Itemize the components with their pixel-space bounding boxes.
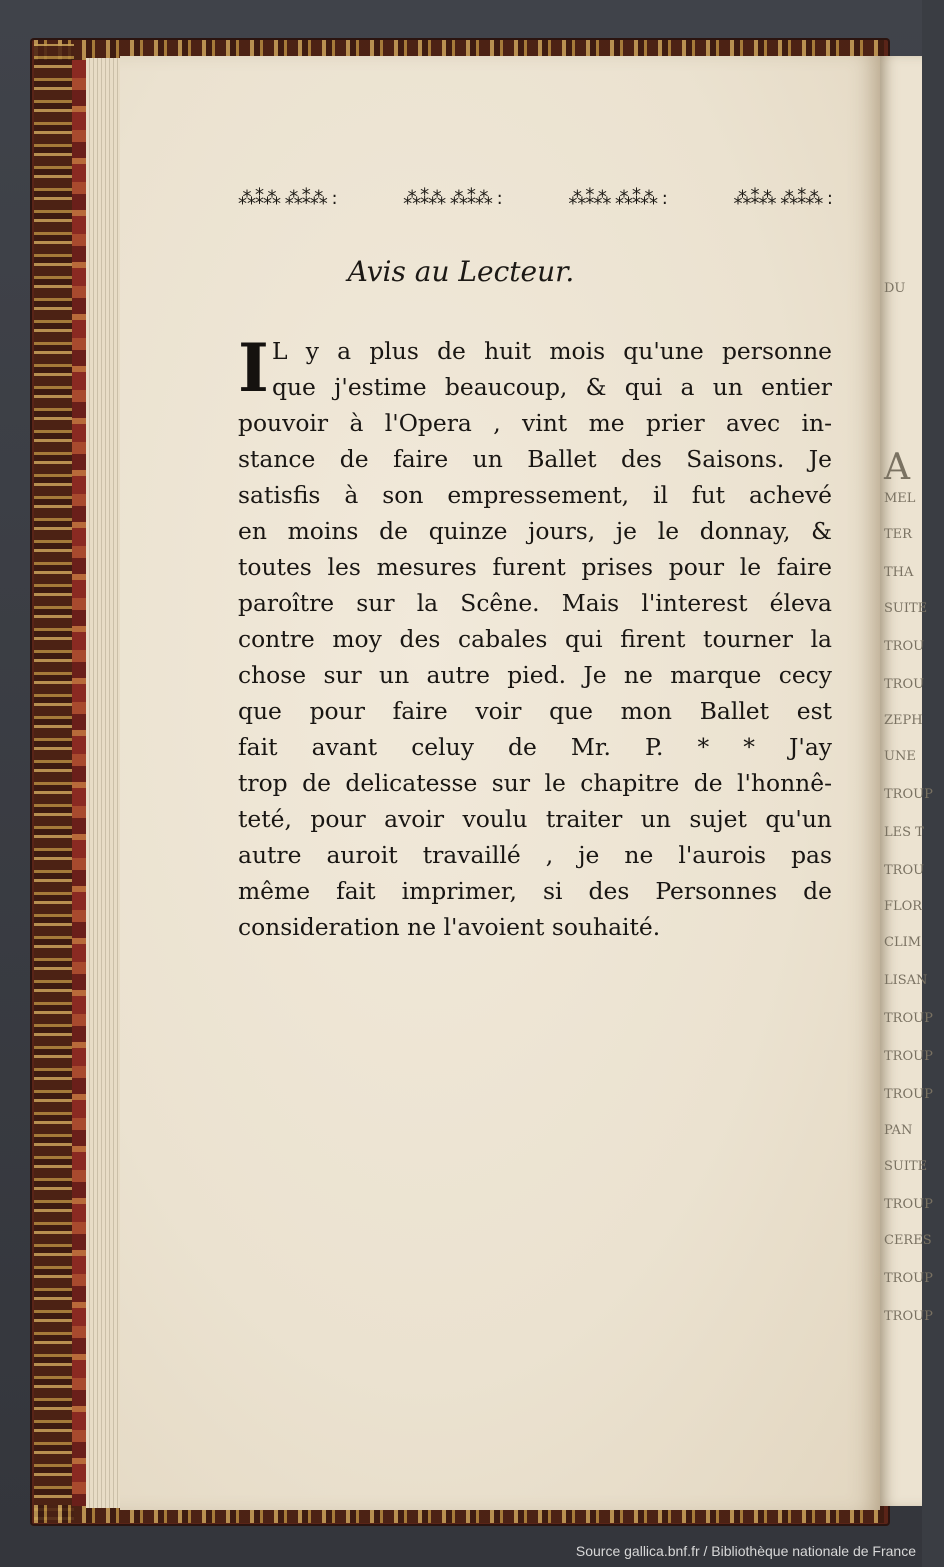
facing-page-fragment: MEL [884, 491, 916, 506]
facing-page-fragment: TROUP [884, 1049, 933, 1064]
facing-page-fragment: TROUP [884, 1011, 933, 1026]
facing-page-fragment: CLIM [884, 935, 922, 950]
facing-page-fragment: TROU [884, 639, 925, 654]
text-line: chose sur un autre pied. Je ne marque cecy [238, 661, 832, 689]
text-line: que j'estime beaucoup, & qui a un entier [272, 373, 832, 401]
facing-page-fragment: FLOR [884, 899, 923, 914]
facing-page-fragment: LISAN [884, 973, 928, 988]
facing-page-fragment: TROUP [884, 787, 933, 802]
facing-page-fragment: CERES [884, 1233, 932, 1248]
facing-page-fragment: SUITE [884, 601, 928, 616]
text-line: fait avant celuy de Mr. P. * * J'ay [238, 733, 832, 761]
facing-page-fragment: A [884, 447, 910, 488]
text-line: toutes les mesures furent prises pour le faire [238, 553, 832, 581]
text-line: teté, pour avoir voulu traiter un sujet qu'un [238, 805, 832, 833]
facing-page-fragment: PAN [884, 1123, 913, 1138]
text-line: même fait imprimer, si des Personnes de [238, 877, 832, 905]
facing-page-fragment: TROU [884, 677, 925, 692]
page-heading: Avis au Lecteur. [347, 255, 575, 288]
text-line: autre auroit travaillé , je ne l'aurois pas [238, 841, 832, 869]
text-line: que pour faire voir que mon Ballet est [238, 697, 832, 725]
ornament-unit: ⁂⁑⁂ ⁂⁑⁂ : [403, 187, 502, 209]
facing-page-fragment: TROUP [884, 1197, 933, 1212]
body-paragraph [238, 329, 832, 945]
facing-page-fragment: TROUP [884, 1309, 933, 1324]
text-line: trop de delicatesse sur le chapitre de l'honnê- [238, 769, 832, 797]
text-line: contre moy des cabales qui firent tourner la [238, 625, 832, 653]
printers-ornament-band [238, 183, 832, 213]
facing-page-fragment: ZEPH [884, 713, 923, 728]
text-line: stance de faire un Ballet des Saisons. Je [238, 445, 832, 473]
source-credit: Source gallica.bnf.fr / Bibliothèque nationale de France [575, 1543, 916, 1559]
facing-page-sliver [880, 56, 933, 1506]
facing-page-fragment: TROUP [884, 1087, 933, 1102]
ornament-unit: ⁂⁑⁂ ⁂⁑⁂ : [568, 187, 667, 209]
ornament-unit: ⁂⁑⁂ ⁂⁑⁂ : [733, 187, 832, 209]
text-line: L y a plus de huit mois qu'une personne [272, 337, 832, 365]
text-line: pouvoir à l'Opera , vint me prier avec in- [238, 409, 832, 437]
facing-page-fragment: SUITE [884, 1159, 928, 1174]
text-line: consideration ne l'avoient souhaité. [238, 913, 661, 941]
facing-page-fragment: DU [884, 281, 906, 296]
facing-page-fragment: TROU [884, 863, 925, 878]
facing-page-fragment: UNE [884, 749, 916, 764]
facing-page-fragment: LES T [884, 825, 924, 840]
drop-capital: I [238, 329, 269, 407]
text-line: satisfis à son empressement, il fut achevé [238, 481, 832, 509]
ornament-unit: ⁂⁑⁂ ⁂⁑⁂ : [238, 187, 337, 209]
text-line: en moins de quinze jours, je le donnay, & [238, 517, 832, 545]
text-line: paroître sur la Scêne. Mais l'interest éleva [238, 589, 832, 617]
facing-page-fragment: TROUP [884, 1271, 933, 1286]
facing-page-fragment: THA [884, 565, 914, 580]
facing-page-fragment: TER [884, 527, 912, 542]
